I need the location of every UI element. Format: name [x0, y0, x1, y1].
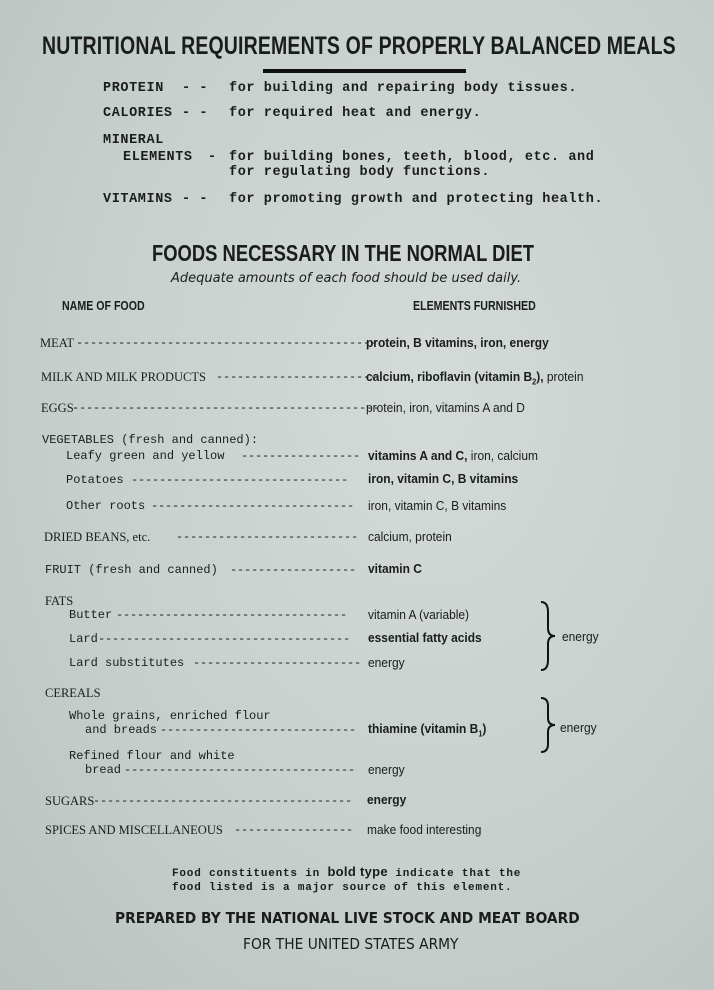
food-elements-lard: essential fatty acids: [368, 630, 482, 645]
legend-note-line1: [172, 864, 521, 880]
req-term-vitamins: VITAMINS: [103, 192, 173, 207]
food-name-whole-grains-2: and breads: [85, 723, 158, 737]
fats-group-element: energy: [562, 629, 599, 644]
subscript: 1: [478, 729, 483, 739]
section-subtitle: Adequate amounts of each food should be used daily.: [171, 271, 522, 286]
milk-regular-elements: protein: [546, 369, 584, 384]
food-elements-whole-grains: [368, 721, 486, 739]
req-term-elements: ELEMENTS: [123, 150, 193, 165]
food-name-lard-substitutes: Lard substitutes: [69, 656, 185, 670]
cereals-group-element: energy: [560, 720, 597, 735]
req-sep: - -: [182, 192, 209, 207]
food-name-whole-grains: Whole grains, enriched flour: [69, 709, 271, 723]
food-name-milk: MILK AND MILK PRODUCTS: [41, 370, 206, 384]
note-bold-text: bold type: [327, 864, 388, 879]
food-elements-spices: make food interesting: [367, 822, 482, 837]
req-term-protein: PROTEIN: [103, 81, 164, 96]
food-name-cereals: CEREALS: [45, 686, 101, 700]
food-elements-meat: protein, B vitamins, iron, energy: [366, 335, 549, 350]
req-term-calories: CALORIES: [103, 106, 173, 121]
right-brace-icon: [538, 696, 558, 754]
food-name-leafy: Leafy green and yellow: [66, 449, 225, 463]
whole-grains-elements-end: ): [482, 721, 487, 736]
food-name-eggs: EGGS: [41, 401, 74, 415]
food-name-butter: Butter: [69, 608, 113, 622]
leader-dashes: -------------------------------: [131, 473, 349, 487]
req-desc-protein: for building and repairing body tissues.: [229, 81, 578, 96]
title-underline: [263, 69, 466, 73]
leafy-regular-elements: iron, calcium: [467, 448, 538, 463]
leader-dashes: --------------------------------------------: [72, 401, 381, 415]
food-elements-milk: [366, 369, 583, 387]
food-name-meat: MEAT: [40, 336, 75, 350]
leader-dashes: ------------------: [230, 563, 357, 577]
note-text: Food constituents in: [172, 868, 328, 880]
leader-dashes: ---------------------------------: [116, 608, 348, 622]
leader-dashes: -----------------: [241, 449, 361, 463]
leader-dashes: ----------------------------: [160, 723, 357, 737]
food-name-fruit: FRUIT (fresh and canned): [45, 563, 218, 577]
leader-dashes: ---------------------------------: [124, 763, 356, 777]
food-name-refined-flour: Refined flour and white: [69, 749, 235, 763]
food-name-refined-flour-2: bread: [85, 763, 122, 777]
food-elements-eggs: protein, iron, vitamins A and D: [366, 400, 525, 415]
food-name-sugars: SUGARS: [45, 794, 95, 808]
req-sep: -: [208, 150, 217, 165]
right-brace-icon: [538, 600, 558, 672]
milk-bold-elements-end: ),: [536, 369, 547, 384]
leader-dashes: -------------------------------------------: [76, 336, 378, 350]
req-term-mineral: MINERAL: [103, 133, 164, 148]
req-sep: - -: [182, 106, 209, 121]
footer-for-army: FOR THE UNITED STATES ARMY: [243, 935, 459, 953]
subscript: 2: [532, 377, 537, 387]
footer-prepared-by: PREPARED BY THE NATIONAL LIVE STOCK AND MEAT BOARD: [115, 909, 580, 927]
leafy-bold-elements: vitamins A and C,: [368, 448, 468, 463]
leader-dashes: --------------------------: [176, 530, 359, 544]
food-name-fats: FATS: [45, 594, 74, 608]
req-desc-calories: for required heat and energy.: [229, 106, 482, 121]
milk-bold-elements: calcium, riboflavin (vitamin B: [366, 369, 533, 384]
req-sep: - -: [182, 81, 209, 96]
food-elements-butter: vitamin A (variable): [368, 607, 470, 622]
column-header-food: NAME OF FOOD: [62, 299, 145, 313]
leader-dashes: -------------------------------------: [93, 794, 353, 808]
req-desc-mineral: for building bones, teeth, blood, etc. and: [229, 150, 595, 165]
req-desc-vitamins: for promoting growth and protecting health.: [229, 192, 604, 207]
legend-note-line2: food listed is a major source of this element.: [172, 882, 513, 894]
food-elements-sugars: energy: [367, 792, 407, 807]
leader-dashes: -----------------------------: [151, 499, 355, 513]
leader-dashes: ------------------------: [193, 656, 362, 670]
food-elements-lard-substitutes: energy: [368, 655, 405, 670]
food-name-lard: Lard: [69, 632, 98, 646]
food-elements-dried-beans: calcium, protein: [368, 529, 452, 544]
req-desc-mineral-2: for regulating body functions.: [229, 165, 491, 180]
food-elements-other-roots: iron, vitamin C, B vitamins: [368, 498, 507, 513]
leader-dashes: -----------------------: [216, 370, 378, 384]
leader-dashes: ------------------------------------: [98, 632, 351, 646]
column-header-elements: ELEMENTS FURNISHED: [413, 299, 536, 313]
food-name-dried-beans: DRIED BEANS, etc.: [44, 530, 151, 544]
food-elements-leafy: [368, 448, 538, 463]
food-elements-potatoes: iron, vitamin C, B vitamins: [368, 471, 519, 486]
page-title: NUTRITIONAL REQUIREMENTS OF PROPERLY BALANCED MEALS: [42, 32, 676, 60]
note-text-end: indicate that the: [387, 868, 522, 880]
food-name-spices: SPICES AND MISCELLANEOUS: [45, 823, 223, 837]
food-name-vegetables: VEGETABLES (fresh and canned):: [42, 433, 259, 447]
food-elements-fruit: vitamin C: [368, 561, 422, 576]
leader-dashes: -----------------: [234, 823, 354, 837]
whole-grains-elements: thiamine (vitamin B: [368, 721, 479, 736]
food-elements-refined-flour: energy: [368, 762, 405, 777]
section-title: FOODS NECESSARY IN THE NORMAL DIET: [152, 240, 535, 266]
food-name-potatoes: Potatoes: [66, 473, 124, 487]
food-name-other-roots: Other roots: [66, 499, 146, 513]
